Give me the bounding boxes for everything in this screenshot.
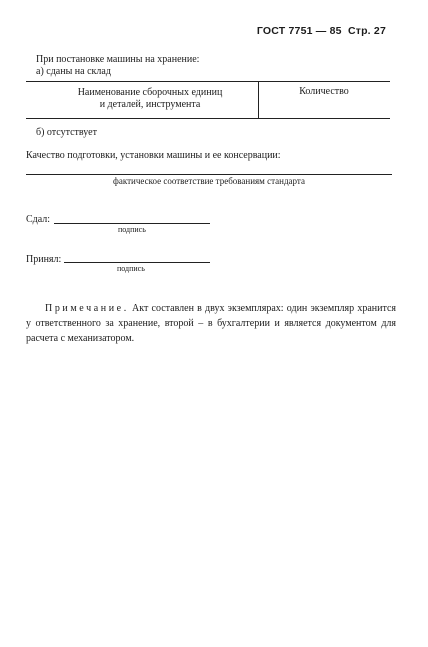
received-label: Принял:: [26, 254, 62, 265]
quality-line: [26, 174, 392, 175]
table-bottom-border: [26, 118, 390, 119]
page-header: [257, 25, 386, 37]
table-header-name-line1: Наименование сборочных единиц: [77, 87, 223, 98]
storage-item-a: а) сданы на склад: [36, 66, 111, 77]
handed-signature-caption: подпись: [118, 225, 146, 234]
received-signature-line: [64, 262, 210, 263]
handed-label: Сдал:: [26, 214, 51, 225]
storage-intro: При постановке машины на хранение:: [36, 54, 200, 65]
handed-signature-line: [54, 223, 210, 224]
table-header-name: [40, 87, 260, 111]
storage-item-b: б) отсутствует: [36, 127, 97, 138]
table-top-border: [26, 81, 390, 82]
received-signature-caption: подпись: [117, 264, 145, 273]
table-header-name-line2: и деталей, инструмента: [99, 99, 201, 110]
table-header-quantity: Количество: [299, 86, 349, 97]
note-paragraph: [26, 301, 396, 346]
note-title: Примечание.: [45, 303, 129, 314]
quality-label: Качество подготовки, установки машины и ее консервации:: [26, 150, 281, 161]
note-text: Акт составлен в двух экземплярах: один экземпляр хранится у ответственного за хранение, второй – в бухгалтерии и является документом для расчета с механизатором.: [26, 303, 396, 344]
quality-value: фактическое соответствие требованиям стандарта: [113, 176, 305, 186]
standard-number: ГОСТ 7751 — 85: [256, 25, 342, 37]
page-number: Стр. 27: [347, 25, 386, 37]
